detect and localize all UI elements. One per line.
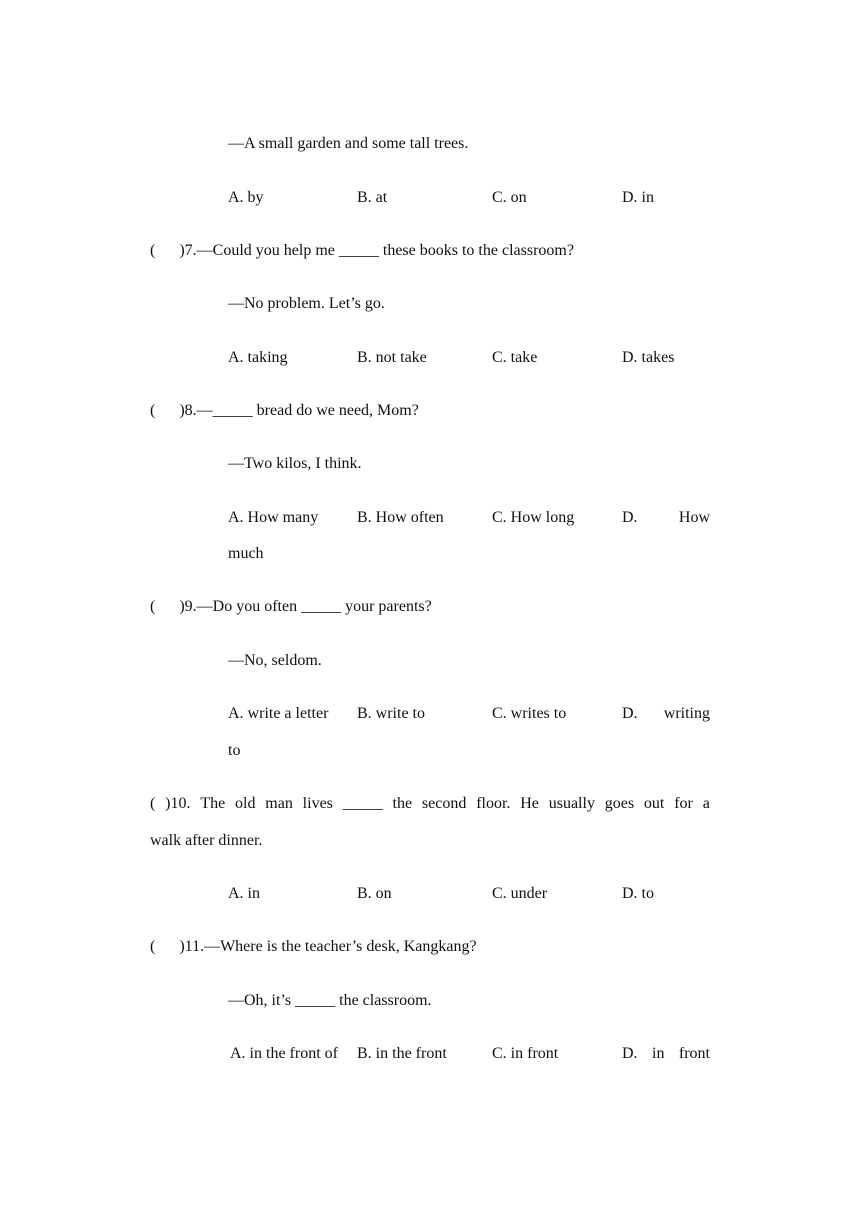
q8-answer: —Two kilos, I think. bbox=[228, 455, 362, 472]
q9-answer: —No, seldom. bbox=[228, 652, 322, 669]
q10-word: goes bbox=[604, 795, 635, 812]
q9-stem: —Do you often _____ your parents? bbox=[196, 598, 432, 615]
q7-option-b: B. not take bbox=[357, 349, 427, 366]
q9-option-a: A. write a letter bbox=[228, 705, 329, 722]
q9-stem-line bbox=[150, 597, 432, 617]
q11-number: ( )11. bbox=[150, 938, 205, 955]
q6-option-b: B. at bbox=[357, 189, 388, 206]
q10-word: out bbox=[643, 795, 665, 812]
q11-option-d-word: in bbox=[652, 1045, 665, 1062]
q10-word: a bbox=[702, 795, 710, 812]
q10-word: the bbox=[392, 795, 413, 812]
q8-option-d-word: How bbox=[678, 509, 710, 526]
q9-option-d-wrap: to bbox=[228, 742, 241, 759]
q11-option-b: B. in the front bbox=[357, 1045, 447, 1062]
q10-stem-line bbox=[150, 794, 710, 814]
q10-word: )10. bbox=[165, 795, 191, 812]
q10-option-b: B. on bbox=[357, 885, 392, 902]
q10-word: man bbox=[265, 795, 293, 812]
q9-number: ( )9. bbox=[150, 598, 197, 615]
q7-number: ( )7. bbox=[150, 242, 197, 259]
q11-answer: —Oh, it’s _____ the classroom. bbox=[228, 992, 432, 1009]
q11-stem: —Where is the teacher’s desk, Kangkang? bbox=[204, 938, 477, 955]
q10-option-d: D. to bbox=[622, 885, 654, 902]
q10-word: The bbox=[200, 795, 226, 812]
q10-word: floor. bbox=[476, 795, 511, 812]
q10-word: second bbox=[421, 795, 467, 812]
q9-option-b: B. write to bbox=[357, 705, 425, 722]
q11-option-d-letter: D. bbox=[622, 1045, 638, 1062]
q10-word: He bbox=[520, 795, 539, 812]
q8-option-d-wrap: much bbox=[228, 545, 264, 562]
q11-stem-line bbox=[150, 937, 477, 957]
q11-option-c: C. in front bbox=[492, 1045, 559, 1062]
q8-option-b: B. How often bbox=[357, 509, 444, 526]
q10-word: _____ bbox=[342, 795, 383, 812]
q9-option-c: C. writes to bbox=[492, 705, 567, 722]
q8-stem-line bbox=[150, 401, 419, 421]
q10-word: old bbox=[235, 795, 256, 812]
q7-option-d: D. takes bbox=[622, 349, 675, 366]
q10-option-a: A. in bbox=[228, 885, 260, 902]
q8-number: ( )8. bbox=[150, 402, 197, 419]
q6-option-c: C. on bbox=[492, 189, 527, 206]
q11-option-a: A. in the front of bbox=[230, 1045, 338, 1062]
q9-option-d-letter: D. bbox=[622, 705, 638, 722]
q6-option-d: D. in bbox=[622, 189, 654, 206]
q9-option-d-word: writing bbox=[663, 705, 710, 722]
q10-word: lives bbox=[302, 795, 333, 812]
q8-option-d bbox=[622, 508, 710, 528]
q6-answer: —A small garden and some tall trees. bbox=[228, 135, 469, 152]
q7-option-c: C. take bbox=[492, 349, 538, 366]
q7-stem: —Could you help me _____ these books to the classroom? bbox=[196, 242, 574, 259]
q10-word: for bbox=[674, 795, 693, 812]
q10-word: usually bbox=[548, 795, 595, 812]
q8-option-a: A. How many bbox=[228, 509, 319, 526]
q9-option-d bbox=[622, 704, 710, 724]
q7-answer: —No problem. Let’s go. bbox=[228, 295, 385, 312]
q10-word: ( bbox=[150, 795, 156, 812]
q7-option-a: A. taking bbox=[228, 349, 288, 366]
q8-option-c: C. How long bbox=[492, 509, 575, 526]
q10-stem-wrap: walk after dinner. bbox=[150, 832, 263, 849]
q10-option-c: C. under bbox=[492, 885, 548, 902]
q6-option-a: A. by bbox=[228, 189, 264, 206]
q8-option-d-letter: D. bbox=[622, 509, 638, 526]
q11-option-d bbox=[622, 1044, 710, 1064]
q7-stem-line bbox=[150, 241, 574, 261]
q11-option-d-word: front bbox=[678, 1045, 710, 1062]
q8-stem: —_____ bread do we need, Mom? bbox=[196, 402, 419, 419]
